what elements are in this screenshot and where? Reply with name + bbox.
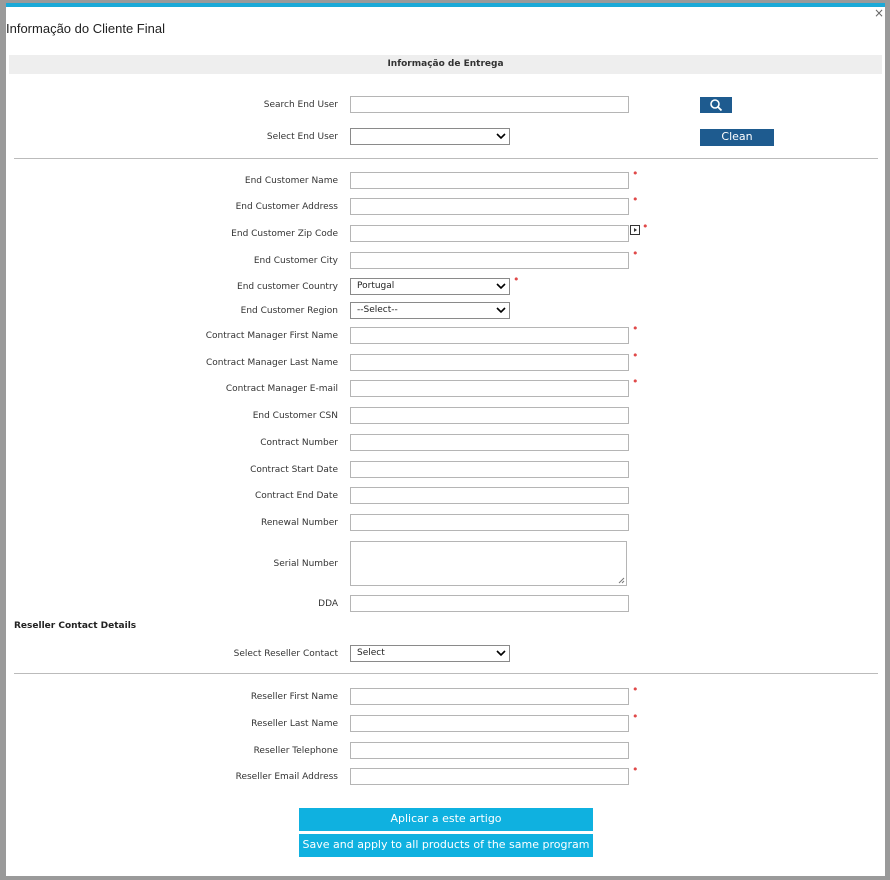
customer-region-label: End Customer Region (240, 306, 338, 316)
dda-input[interactable] (350, 595, 629, 612)
contract-number-input[interactable] (350, 434, 629, 451)
required-marker: • (642, 220, 649, 233)
contract-start-label: Contract Start Date (250, 465, 338, 475)
contract-end-input[interactable] (350, 487, 629, 504)
required-marker: • (513, 273, 520, 286)
reseller-last-name-input[interactable] (350, 715, 629, 732)
apply-item-button[interactable]: Aplicar a este artigo (299, 808, 593, 831)
chevron-down-icon (496, 280, 506, 293)
reseller-email-row (6, 763, 885, 786)
cm-email-row (6, 375, 885, 398)
chevron-down-icon (496, 647, 506, 660)
reseller-telephone-input[interactable] (350, 742, 629, 759)
select-reseller-label: Select Reseller Contact (233, 649, 338, 659)
customer-city-input[interactable] (350, 252, 629, 269)
customer-zip-input[interactable] (350, 225, 629, 242)
customer-country-row (6, 273, 885, 296)
cm-first-name-label: Contract Manager First Name (205, 331, 338, 341)
search-icon (709, 98, 723, 112)
close-icon[interactable]: × (873, 6, 885, 20)
customer-csn-label: End Customer CSN (252, 411, 338, 421)
reseller-first-name-row (6, 683, 885, 706)
reseller-last-name-row (6, 710, 885, 733)
required-marker: • (632, 322, 639, 335)
customer-zip-label: End Customer Zip Code (231, 229, 338, 239)
customer-city-row (6, 247, 885, 270)
required-marker: • (632, 763, 639, 776)
select-reseller-row (6, 645, 885, 663)
dda-row (6, 595, 885, 613)
chevron-down-icon (496, 304, 506, 317)
renewal-number-label: Renewal Number (260, 518, 338, 528)
play-icon (631, 226, 639, 234)
renewal-number-row (6, 514, 885, 532)
customer-name-label: End Customer Name (244, 176, 338, 186)
customer-country-label: End customer Country (237, 282, 338, 292)
required-marker: • (632, 193, 639, 206)
customer-name-input[interactable] (350, 172, 629, 189)
reseller-first-name-input[interactable] (350, 688, 629, 705)
cm-email-input[interactable] (350, 380, 629, 397)
search-button[interactable] (700, 97, 732, 113)
contract-start-input[interactable] (350, 461, 629, 478)
search-end-user-label: Search End User (263, 100, 338, 110)
customer-address-label: End Customer Address (235, 202, 338, 212)
reseller-last-name-label: Reseller Last Name (251, 719, 338, 729)
cm-last-name-row (6, 349, 885, 372)
required-marker: • (632, 349, 639, 362)
customer-csn-input[interactable] (350, 407, 629, 424)
cm-first-name-input[interactable] (350, 327, 629, 344)
reseller-telephone-row (6, 742, 885, 760)
contract-start-row (6, 461, 885, 479)
select-end-user-dropdown[interactable] (350, 128, 510, 145)
zip-lookup-button[interactable] (630, 225, 640, 235)
required-marker: • (632, 247, 639, 260)
customer-address-row (6, 193, 885, 216)
customer-country-dropdown[interactable] (350, 278, 510, 295)
dda-label: DDA (318, 599, 338, 609)
required-marker: • (632, 710, 639, 723)
delivery-section-header: Informação de Entrega (9, 55, 882, 74)
apply-all-button[interactable]: Save and apply to all products of the same program (299, 834, 593, 857)
serial-number-textarea[interactable] (350, 541, 627, 586)
divider (14, 673, 878, 674)
customer-region-dropdown[interactable] (350, 302, 510, 319)
serial-number-row (6, 541, 885, 587)
contract-end-row (6, 487, 885, 505)
cm-last-name-input[interactable] (350, 354, 629, 371)
select-reseller-value: Select (357, 648, 385, 658)
select-end-user-row (6, 128, 885, 146)
search-end-user-row (6, 96, 885, 114)
customer-region-row (6, 302, 885, 320)
customer-csn-row (6, 407, 885, 425)
customer-name-row (6, 167, 885, 190)
chevron-down-icon (496, 130, 506, 143)
cm-email-label: Contract Manager E-mail (225, 384, 338, 394)
divider (14, 158, 878, 159)
customer-address-input[interactable] (350, 198, 629, 215)
reseller-first-name-label: Reseller First Name (250, 692, 338, 702)
clean-button[interactable]: Clean (700, 129, 774, 146)
contract-end-label: Contract End Date (254, 491, 338, 501)
required-marker: • (632, 375, 639, 388)
customer-country-value: Portugal (357, 281, 395, 291)
contract-number-label: Contract Number (260, 438, 338, 448)
reseller-telephone-label: Reseller Telephone (253, 746, 338, 756)
renewal-number-input[interactable] (350, 514, 629, 531)
customer-region-value: --Select-- (357, 305, 398, 315)
contract-number-row (6, 434, 885, 452)
customer-city-label: End Customer City (253, 256, 338, 266)
customer-zip-row (6, 220, 885, 243)
serial-number-label: Serial Number (273, 559, 338, 569)
resize-grip-icon[interactable] (617, 576, 625, 584)
end-customer-dialog (6, 3, 885, 876)
select-reseller-dropdown[interactable] (350, 645, 510, 662)
select-end-user-label: Select End User (266, 132, 338, 142)
required-marker: • (632, 683, 639, 696)
reseller-email-input[interactable] (350, 768, 629, 785)
required-marker: • (632, 167, 639, 180)
search-end-user-input[interactable] (350, 96, 629, 113)
cm-last-name-label: Contract Manager Last Name (205, 358, 338, 368)
reseller-section-title: Reseller Contact Details (14, 621, 137, 631)
cm-first-name-row (6, 322, 885, 345)
dialog-title: Informação do Cliente Final (6, 21, 165, 36)
reseller-email-label: Reseller Email Address (235, 772, 338, 782)
